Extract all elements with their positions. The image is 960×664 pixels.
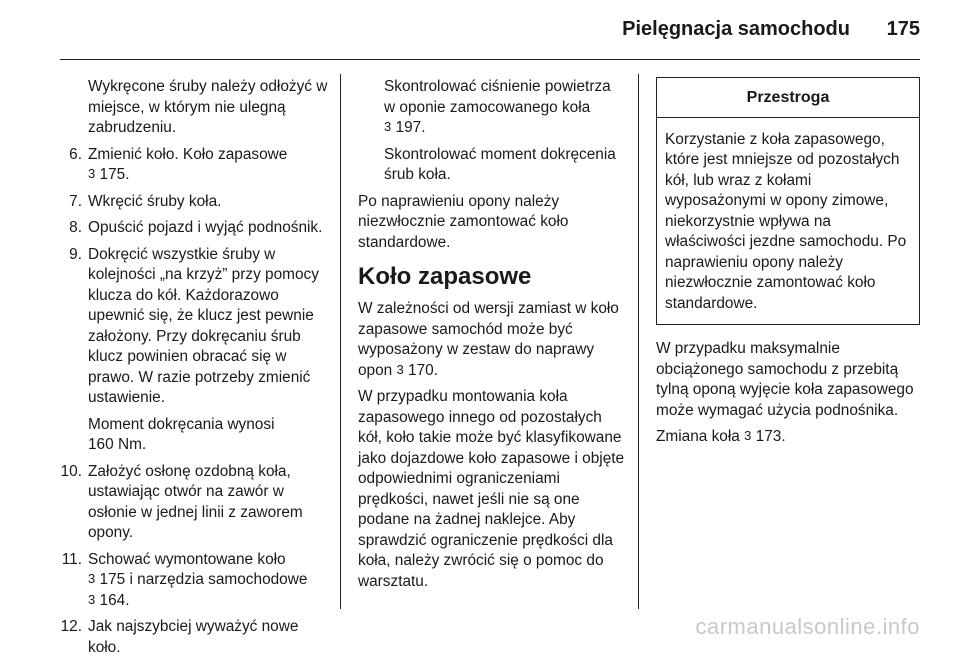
page-ref-link[interactable]: 197. <box>395 119 426 136</box>
page-ref-link[interactable]: 175 i narzędzia samochodowe <box>99 571 308 588</box>
torque-note: Moment dokręcania wynosi 160 Nm. <box>88 415 275 453</box>
warning-box <box>656 77 920 325</box>
column-divider <box>638 74 639 609</box>
spare-wheel-paragraph: W zależności od wersji zamiast w koło zapasowe samochód może być wyposażony w zestaw do naprawy opon 3 170. <box>358 300 619 379</box>
header-rule <box>60 59 920 60</box>
column-divider <box>340 74 341 609</box>
column-left <box>54 77 330 664</box>
page-ref-arrow-icon: 3 <box>88 166 96 181</box>
page-header <box>0 0 960 62</box>
step-12: 12. Jak najszybciej wyważyć nowe koło. <box>60 618 299 656</box>
intro-text: Wykręcone śruby należy odłożyć w miejsce, w którym nie ulegną zabrudzeniu. <box>88 78 328 136</box>
page-ref-link[interactable]: 164. <box>99 591 130 609</box>
warning-text: Korzystanie z koła zapasowego, które jest mniejsze od pozostałych kół, lub wraz z kołami wyposażonymi w opony zimowe, niekorzystnie wpływa na właściwości jezdne samochodu. Po naprawieniu opony należy niezwłocznie zamontować koło standardowe. <box>665 130 907 312</box>
check-torque-text: Skontrolować moment dokręcenia śrub koła. <box>384 145 616 183</box>
step-11: 11. Schować wymontowane koło 3 175 i narzędzia samochodowe 3 164. <box>61 550 308 609</box>
page-ref-arrow-icon: 3 <box>744 428 752 443</box>
spare-wheel-speed-paragraph: W przypadku montowania koła zapasowego innego od pozostałych kół, koło takie może być klasyfikowane jako dojazdowe koło zapasowe i objęte odpowiednimi ograniczeniami prędkości, nawet jeśli nie są one podane na żadnej naklejce. Aby sprawdzić ograniczenie prędkości dla koła, należy zwrócić się o pomoc do warsztatu. <box>358 388 625 590</box>
step-10: 10. Założyć osłonę ozdobną koła, ustawiając otwór na zawór w osłonie w jednej linii z zaworem opony. <box>60 462 303 541</box>
check-pressure-text: Skontrolować ciśnienie powietrza w oponie zamocowanego koła 3 197. <box>384 78 611 136</box>
page-ref-arrow-icon: 3 <box>88 571 96 586</box>
page-title: Pielęgnacja samochodu <box>622 18 850 40</box>
page-ref-link[interactable]: 170. <box>408 361 439 379</box>
warning-title: Przestroga <box>657 78 919 118</box>
page-ref-arrow-icon: 3 <box>396 361 404 377</box>
page-ref-link[interactable]: 175. <box>99 166 130 183</box>
page-ref-arrow-icon: 3 <box>88 591 96 607</box>
step-7: 7. Wkręcić śruby koła. <box>69 192 222 210</box>
column-middle <box>358 77 626 598</box>
page-number: 175 <box>886 18 920 40</box>
step-8: 8. Opuścić pojazd i wyjąć podnośnik. <box>69 219 323 236</box>
wheel-change-reference: Zmiana koła 3 173. <box>656 428 786 445</box>
page-ref-arrow-icon: 3 <box>384 119 392 134</box>
page-ref-link[interactable]: 173. <box>755 428 786 445</box>
loaded-vehicle-paragraph: W przypadku maksymalnie obciążonego samochodu z przebitą tylną oponą wyjęcie koła zapasowego może wymagać użycia podnośnika. <box>656 340 914 419</box>
section-heading: Koło zapasowe <box>358 263 532 290</box>
column-right <box>656 77 920 454</box>
step-6: 6. Zmienić koło. Koło zapasowe 3 175. <box>69 145 288 183</box>
watermark: carmanualsonline.info <box>695 614 920 639</box>
step-9: 9. Dokręcić wszystkie śruby w kolejności „na krzyż” przy pomocy klucza do kół. Każdorazowo upewnić się, że klucz jest pewnie założony. Przy dokręcaniu śrub klucz powinien obracać się w prawo. W razie potrzeby zmienić ustawienie. <box>69 245 319 406</box>
after-repair-text: Po naprawieniu opony należy niezwłocznie zamontować koło standardowe. <box>358 192 569 251</box>
